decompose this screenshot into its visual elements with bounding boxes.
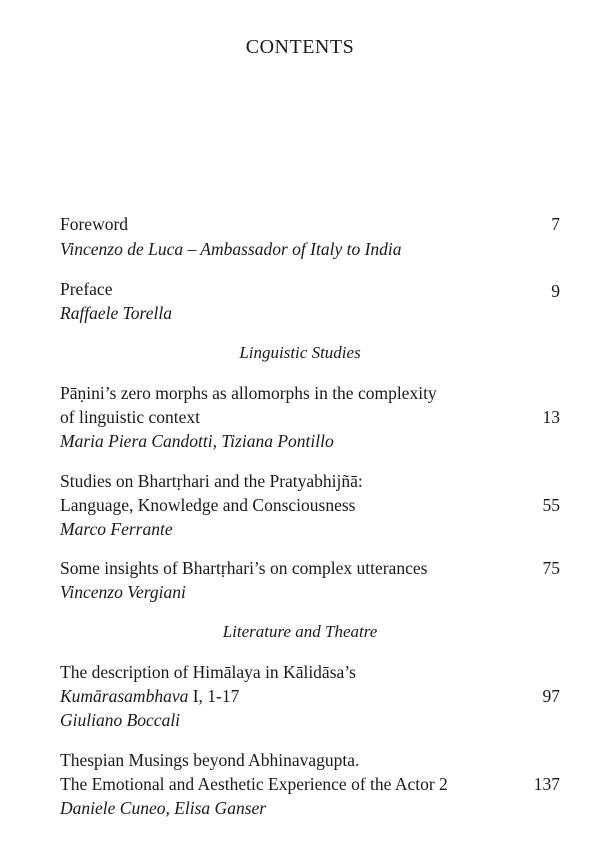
entry-author: Raffaele Torella <box>60 303 172 323</box>
entry-page-number: 137 <box>533 774 560 794</box>
entry-title: Thespian Musings beyond Abhinavagupta. <box>60 750 360 770</box>
entry-author: Giuliano Boccali <box>60 710 181 730</box>
entry-page-number: 97 <box>542 686 560 706</box>
entry-page-number: 55 <box>542 495 560 515</box>
entry-title: Pāṇini’s zero morphs as allomorphs in the complexity <box>60 383 437 403</box>
entry-author: Marco Ferrante <box>60 519 173 539</box>
entry-author: Vincenzo Vergiani <box>60 582 186 602</box>
entry-title-italic: Kumārasambhava <box>60 686 189 706</box>
entry-page-number: 75 <box>542 558 560 578</box>
entry-page-number: 7 <box>551 214 560 234</box>
entry-title: Some insights of Bhartṛhari’s on complex utterances <box>60 558 428 578</box>
entry-title-line <box>60 686 239 707</box>
entry-title: Foreword <box>60 214 129 234</box>
entry-author: Vincenzo de Luca – Ambassador of Italy to India <box>60 239 402 259</box>
entry-page-number: 9 <box>551 281 560 301</box>
entry-title: The description of Himālaya in Kālidāsa’s <box>60 662 356 682</box>
section-heading: Literature and Theatre <box>222 622 378 641</box>
page-title: CONTENTS <box>245 36 355 58</box>
entry-title: Language, Knowledge and Consciousness <box>60 495 356 515</box>
entry-title: of linguistic context <box>60 407 200 427</box>
section-heading: Linguistic Studies <box>239 343 361 362</box>
entry-page-number: 13 <box>542 407 560 427</box>
entry-title: Preface <box>60 279 113 299</box>
entry-author: Maria Piera Candotti, Tiziana Pontillo <box>60 431 334 451</box>
entry-title-rest: I, 1-17 <box>188 686 240 706</box>
entry-author: Daniele Cuneo, Elisa Ganser <box>60 798 267 818</box>
entry-title: Studies on Bhartṛhari and the Pratyabhijñā: <box>60 471 363 491</box>
entry-title: The Emotional and Aesthetic Experience of the Actor 2 <box>60 774 448 794</box>
